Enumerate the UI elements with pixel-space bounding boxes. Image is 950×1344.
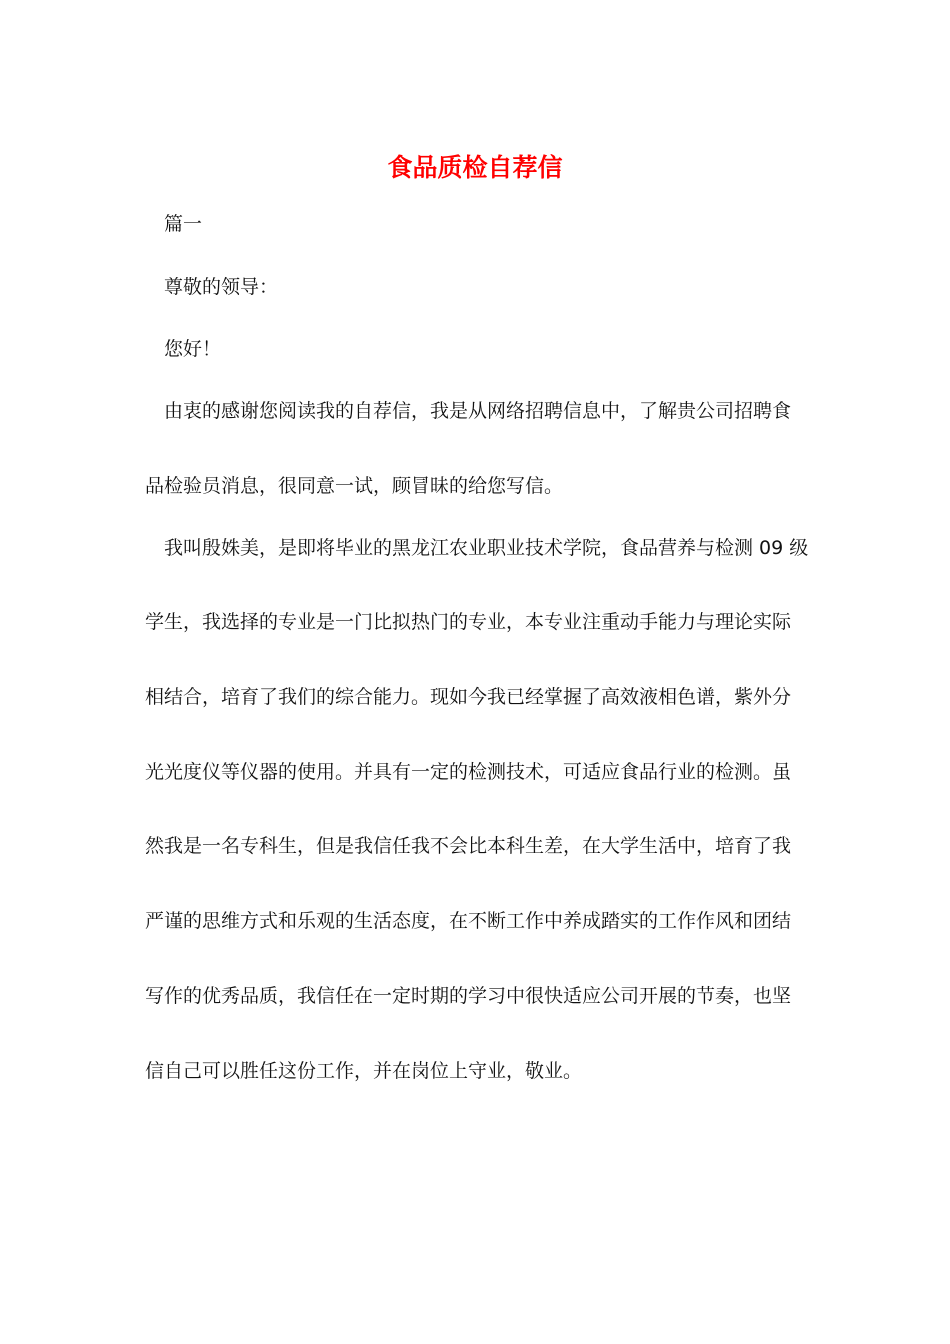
paragraph-2-line-8: 信自己可以胜任这份工作，并在岗位上守业，敬业。	[145, 1060, 583, 1082]
document-title: 食品质检自荐信	[387, 153, 563, 182]
section-heading: 篇一	[164, 213, 203, 235]
paragraph-2-line-6: 严谨的思维方式和乐观的生活态度，在不断工作中养成踏实的工作作风和团结	[145, 910, 792, 932]
paragraph-2-line-3: 相结合，培育了我们的综合能力。现如今我已经掌握了高效液相色谱，紫外分	[145, 686, 792, 708]
paragraph-2-line-2: 学生，我选择的专业是一门比拟热门的专业，本专业注重动手能力与理论实际	[145, 611, 792, 633]
paragraph-2-line-5: 然我是一名专科生，但是我信任我不会比本科生差，在大学生活中，培育了我	[145, 835, 792, 857]
paragraph-2-line-4: 光光度仪等仪器的使用。并具有一定的检测技术，可适应食品行业的检测。虽	[145, 761, 792, 783]
paragraph-2-line-1: 我叫殷姝美，是即将毕业的黑龙江农业职业技术学院，食品营养与检测 09 级	[164, 537, 809, 559]
salutation: 尊敬的领导：	[164, 276, 279, 298]
paragraph-1-line-2: 品检验员消息，很同意一试，顾冒昧的给您写信。	[145, 475, 564, 497]
greeting: 您好！	[164, 338, 222, 360]
paragraph-2-line-7: 写作的优秀品质，我信任在一定时期的学习中很快适应公司开展的节奏，也坚	[145, 985, 792, 1007]
paragraph-1-line-1: 由衷的感谢您阅读我的自荐信，我是从网络招聘信息中，了解贵公司招聘食	[164, 400, 792, 422]
